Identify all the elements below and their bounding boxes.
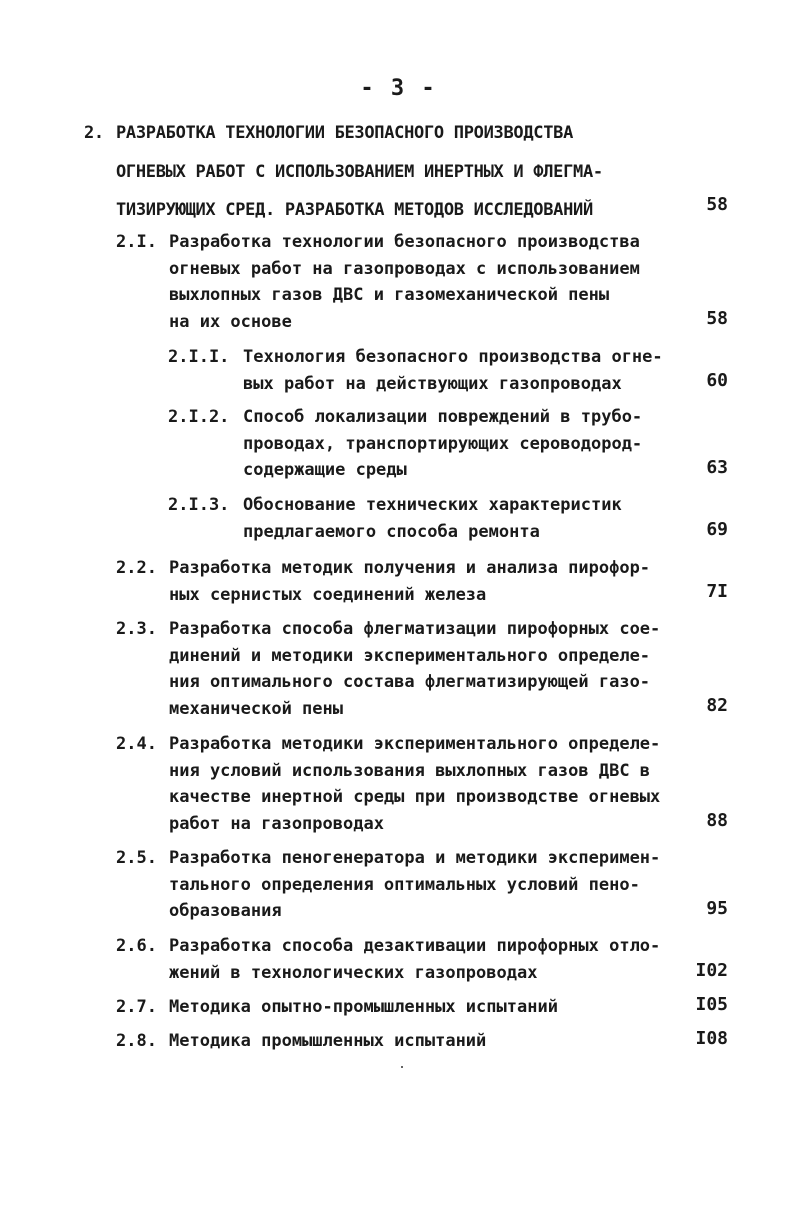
toc-entry-line: предлагаемого способа ремонта xyxy=(243,521,540,542)
toc-chapter-line: РАЗРАБОТКА ТЕХНОЛОГИИ БЕЗОПАСНОГО ПРОИЗВОДСТВА xyxy=(116,123,574,143)
toc-entry-line: динений и методики экспериментального определе- xyxy=(169,645,651,666)
toc-entry-number: 2.I. xyxy=(116,232,157,252)
toc-page-ref: 58 xyxy=(706,308,728,329)
toc-entry-number: 2.I.3. xyxy=(168,495,230,515)
toc-entry-line: огневых работ на газопроводах с использованием xyxy=(169,258,640,279)
toc-page-ref: I05 xyxy=(695,994,728,1015)
toc-entry-line: Разработка методики экспериментального определе- xyxy=(169,734,661,754)
toc-chapter-number: 2. xyxy=(84,123,104,143)
toc-entry-line: содержащие среды xyxy=(243,460,407,480)
toc-page-ref: 7I xyxy=(706,581,728,602)
toc-entry-number: 2.7. xyxy=(116,997,157,1017)
toc-chapter-2 xyxy=(84,120,704,224)
toc-page-ref: 58 xyxy=(706,194,728,215)
toc-page-ref: 82 xyxy=(706,695,728,716)
toc-entry-line: ных сернистых соединений железа xyxy=(169,584,487,605)
toc-entry-line: Методика промышленных испытаний xyxy=(169,1031,487,1051)
toc-entry-line: Способ локализации повреждений в трубо- xyxy=(243,407,643,427)
toc-page-ref: I08 xyxy=(695,1028,728,1049)
toc-entry-line: выхлопных газов ДВС и газомеханической пены xyxy=(169,285,610,305)
toc-entry-line: работ на газопроводах xyxy=(169,813,384,834)
toc-page-ref: 60 xyxy=(706,370,728,391)
toc-entry-number: 2.3. xyxy=(116,619,157,639)
toc-entry-2-3 xyxy=(116,616,660,722)
toc-entry-2-7 xyxy=(116,994,558,1021)
toc-page-ref: I02 xyxy=(695,960,728,981)
toc-entry-line: Разработка способа флегматизации пирофорных сое- xyxy=(169,619,661,639)
toc-entry-line: вых работ на действующих газопроводах xyxy=(243,373,622,394)
toc-entry-line: Разработка методик получения и анализа пирофор- xyxy=(169,558,651,578)
toc-entry-line: на их основе xyxy=(169,311,292,332)
toc-entry-line: Разработка способа дезактивации пирофорных отло- xyxy=(169,936,661,956)
toc-entry-line: Обоснование технических характеристик xyxy=(243,495,622,515)
toc-page-ref: 69 xyxy=(706,519,728,540)
toc-entry-line: Разработка пеногенератора и методики эксперимен- xyxy=(169,848,661,868)
toc-entry-2-1-2 xyxy=(168,404,642,484)
toc-entry-line: качестве инертной среды при производстве огневых xyxy=(169,787,661,807)
toc-entry-line: ния условий использования выхлопных газов ДВС в xyxy=(169,760,651,781)
toc-entry-line: механической пены xyxy=(169,698,343,719)
toc-entry-line: Технология безопасного производства огне- xyxy=(243,347,663,367)
toc-entry-line: Разработка технологии безопасного производства xyxy=(169,232,640,252)
stray-dot xyxy=(401,1066,403,1068)
toc-entry-2-4 xyxy=(116,731,660,837)
toc-entry-2-5 xyxy=(116,845,660,925)
toc-entry-line: образования xyxy=(169,901,282,921)
toc-entry-number: 2.I.2. xyxy=(168,407,230,427)
toc-entry-number: 2.5. xyxy=(116,848,157,868)
toc-page-ref: 95 xyxy=(706,898,728,919)
toc-entry-2-6 xyxy=(116,933,660,986)
toc-entry-line: Методика опытно-промышленных испытаний xyxy=(169,997,558,1017)
toc-entry-number: 2.8. xyxy=(116,1031,157,1051)
toc-chapter-line: ОГНЕВЫХ РАБОТ С ИСПОЛЬЗОВАНИЕМ ИНЕРТНЫХ И ФЛЕГМА- xyxy=(116,161,603,182)
toc-entry-2-8 xyxy=(116,1028,486,1055)
toc-entry-line: ния оптимального состава флегматизирующей газо- xyxy=(169,672,651,692)
toc-entry-2-1-3 xyxy=(168,492,622,545)
toc-entry-number: 2.6. xyxy=(116,936,157,956)
toc-entry-line: проводах, транспортирующих сероводород- xyxy=(243,433,643,454)
toc-entry-2-1 xyxy=(116,229,640,335)
toc-page-ref: 63 xyxy=(706,457,728,478)
toc-entry-number: 2.4. xyxy=(116,734,157,754)
toc-entry-2-2 xyxy=(116,555,650,608)
toc-entry-2-1-1 xyxy=(168,344,663,397)
toc-entry-line: жений в технологических газопроводах xyxy=(169,962,538,983)
toc-entry-line: тального определения оптимальных условий пено- xyxy=(169,874,640,895)
toc-chapter-line: ТИЗИРУЮЩИХ СРЕД. РАЗРАБОТКА МЕТОДОВ ИССЛЕДОВАНИЙ xyxy=(116,200,593,220)
toc-page-ref: 88 xyxy=(706,810,728,831)
page-number: - 3 - xyxy=(360,76,437,101)
toc-entry-number: 2.I.I. xyxy=(168,347,230,367)
toc-entry-number: 2.2. xyxy=(116,558,157,578)
